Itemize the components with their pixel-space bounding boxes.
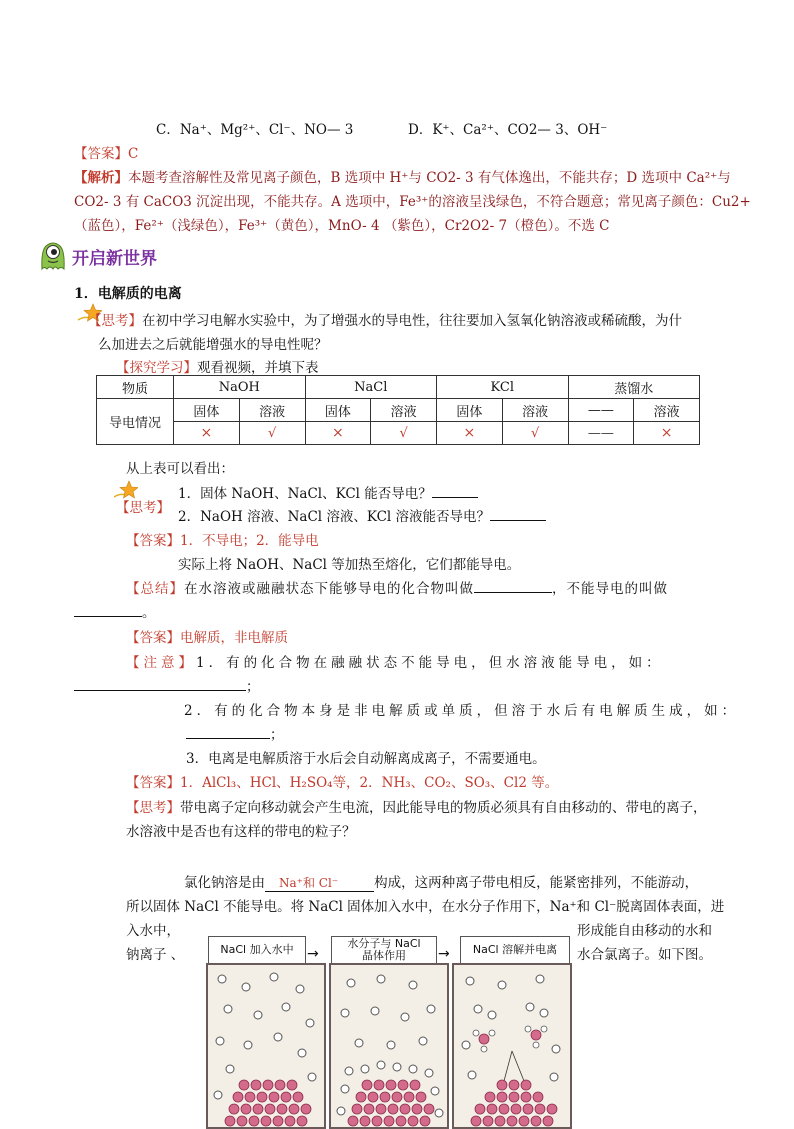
answer-tag: 【答案】 bbox=[126, 630, 180, 646]
figure-label-3: NaCl 溶解并电离 bbox=[460, 936, 570, 964]
section-title: 开启新世界 bbox=[72, 249, 157, 269]
nacl-para-line-4a: 钠离子 、 bbox=[126, 947, 185, 963]
table-cell: 溶液 bbox=[502, 399, 568, 422]
think3-tag: 【思考】 bbox=[126, 800, 180, 816]
think1-tag: 【思考】 bbox=[88, 313, 142, 329]
table-header-cell: 蒸馏水 bbox=[568, 376, 700, 399]
table-cell: —— bbox=[568, 399, 634, 422]
answer-tag: 【答案】 bbox=[126, 775, 180, 791]
filled-blank: Na⁺和 Cl⁻ bbox=[265, 875, 374, 892]
table-row bbox=[97, 422, 700, 445]
figure-panel-1 bbox=[206, 963, 326, 1129]
table-header-cell: NaCl bbox=[305, 376, 437, 399]
table-cell: √ bbox=[502, 422, 568, 445]
blank-line bbox=[490, 506, 546, 521]
blank-line bbox=[474, 578, 552, 593]
table-cell: × bbox=[174, 422, 240, 445]
think2-tag: 【思考】 bbox=[116, 500, 170, 516]
option-c: C．Na⁺、Mg²⁺、Cl⁻、NO— 3 bbox=[156, 122, 354, 138]
answer-text: 电解质，非电解质 bbox=[180, 630, 288, 646]
answer-tag: 【答案】 bbox=[74, 146, 128, 162]
analysis-line-1: 【解析】本题考查溶解性及常见离子颜色，B 选项中 H⁺与 CO2- 3 有气体逸出，不能共存；D 选项中 Ca²⁺与 bbox=[74, 170, 731, 186]
table-row bbox=[97, 399, 700, 422]
table-cell: √ bbox=[239, 422, 305, 445]
analysis-tag: 【解析】 bbox=[74, 170, 128, 186]
mascot-icon bbox=[36, 239, 70, 273]
table-cell: √ bbox=[371, 422, 437, 445]
table-row-header: 导电情况 bbox=[97, 399, 174, 445]
answer-text: 1．不导电；2．能导电 bbox=[180, 533, 319, 549]
nacl-para-line-4b: 水合氯离子。如下图。 bbox=[577, 947, 712, 963]
blank-line bbox=[432, 483, 478, 498]
summary-line-2: 。 bbox=[74, 601, 156, 621]
note-tag: 【注意】 bbox=[126, 655, 196, 671]
table-cell: 溶液 bbox=[371, 399, 437, 422]
answer-text: 1．AlCl₃、HCl、H₂SO₄等，2．NH₃、CO₂、SO₃、Cl2 等。 bbox=[180, 775, 559, 791]
fact-text: 实际上将 NaOH、NaCl 等加热至熔化，它们都能导电。 bbox=[178, 557, 521, 573]
conductivity-table bbox=[96, 375, 700, 445]
think3-line-1: 【思考】带电离子定向移动就会产生电流，因此能导电的物质必须具有自由移动的、带电的离子， bbox=[126, 800, 707, 816]
note-line-1b: ； bbox=[74, 675, 260, 695]
water-and-crystal-illustration bbox=[331, 965, 447, 1127]
answer-block-3 bbox=[126, 626, 288, 646]
think2-q2: 2．NaOH 溶液、NaCl 溶液、KCl 溶液能否导电？ bbox=[178, 505, 546, 525]
think2-q1: 1．固体 NaOH、NaCl、KCl 能否导电？ bbox=[178, 482, 478, 502]
table-cell: × bbox=[437, 422, 503, 445]
table-cell: 溶液 bbox=[634, 399, 700, 422]
figure-label-1: NaCl 加入水中 bbox=[208, 936, 306, 964]
arrow-icon: → bbox=[307, 946, 319, 962]
table-cell: × bbox=[305, 422, 371, 445]
option-d: D．K⁺、Ca²⁺、CO2— 3、OH⁻ bbox=[408, 122, 608, 138]
table-cell: × bbox=[634, 422, 700, 445]
answer-block-1 bbox=[74, 142, 138, 162]
nacl-para-line-3b: 形成能自由移动的水和 bbox=[577, 923, 712, 939]
table-header-cell: NaOH bbox=[174, 376, 306, 399]
table-cell: 固体 bbox=[305, 399, 371, 422]
answer-tag: 【答案】 bbox=[126, 533, 180, 549]
note-line-3: 3．电离是电解质溶于水后会自动解离成离子，不需要通电。 bbox=[186, 751, 546, 767]
think3-line-2: 水溶液中是否也有这样的带电的粒子？ bbox=[126, 824, 356, 840]
nacl-para-line-1: 氯化钠溶是由 Na⁺和 Cl⁻ 构成，这两种离子带电相反，能紧密排列，不能游动， bbox=[184, 875, 699, 891]
nacl-para-line-3a: 入水中， bbox=[126, 923, 180, 939]
arrow-icon: → bbox=[438, 946, 450, 962]
blank-line bbox=[74, 602, 142, 617]
table-cell: 固体 bbox=[174, 399, 240, 422]
answer-block-4 bbox=[126, 771, 558, 791]
summary-tag: 【总结】 bbox=[126, 581, 184, 597]
table-cell: 固体 bbox=[437, 399, 503, 422]
blank-line bbox=[74, 676, 246, 691]
analysis-line-3: （蓝色），Fe²⁺（浅绿色），Fe³⁺（黄色），MnO- 4 （紫色），Cr2O2- 7（橙色）。不选 C bbox=[74, 218, 610, 234]
summary-line-1: 【总结】在水溶液或融融状态下能够导电的化合物叫做 ，不能导电的叫做 bbox=[126, 577, 668, 597]
table-row bbox=[97, 376, 700, 399]
note-line-2: 2．有的化合物本身是非电解质或单质，但溶于水后有电解质生成，如： bbox=[184, 703, 740, 719]
nacl-para-line-2: 所以固体 NaCl 不能导电。将 NaCl 固体加入水中，在水分子作用下，Na⁺和 Cl⁻脱离固体表面，进 bbox=[126, 899, 725, 915]
blank-line bbox=[186, 724, 270, 739]
figure-label-2: 水分子与 NaCl 晶体作用 bbox=[331, 936, 437, 964]
table-cell: —— bbox=[568, 422, 634, 445]
subsection-title: 1．电解质的电离 bbox=[74, 286, 182, 302]
analysis-line-2: CO2- 3 有 CaCO3 沉淀出现，不能共存。A 选项中，Fe³⁺的溶液呈浅绿色，不符合题意；常见离子颜色：Cu2+ bbox=[74, 194, 751, 210]
think1-line-2: 么加进去之后就能增强水的导电性呢？ bbox=[98, 337, 328, 353]
table-header-cell: KCl bbox=[437, 376, 569, 399]
figure-panel-2 bbox=[329, 963, 449, 1129]
table-header-cell: 物质 bbox=[97, 376, 174, 399]
think1-line-1: 【思考】在初中学习电解水实验中，为了增强水的导电性，往往要加入氢氧化钠溶液或稀硫酸，为什 bbox=[88, 313, 682, 329]
water-and-crystal-illustration bbox=[208, 965, 324, 1127]
explore-tag: 【探究学习】 bbox=[116, 360, 197, 376]
table-cell: 溶液 bbox=[239, 399, 305, 422]
note-line-2b: ； bbox=[186, 723, 284, 743]
answer-text: C bbox=[128, 146, 139, 162]
explore-line: 【探究学习】观看视频，并填下表 bbox=[116, 360, 319, 376]
note-line-1: 【注意】1．有的化合物在融融状态不能导电，但水溶液能导电，如： bbox=[126, 655, 664, 671]
figure-panel-3 bbox=[452, 963, 572, 1129]
water-and-crystal-illustration bbox=[454, 965, 570, 1127]
answer-block-2 bbox=[126, 529, 319, 549]
observe-text: 从上表可以看出： bbox=[126, 461, 234, 477]
